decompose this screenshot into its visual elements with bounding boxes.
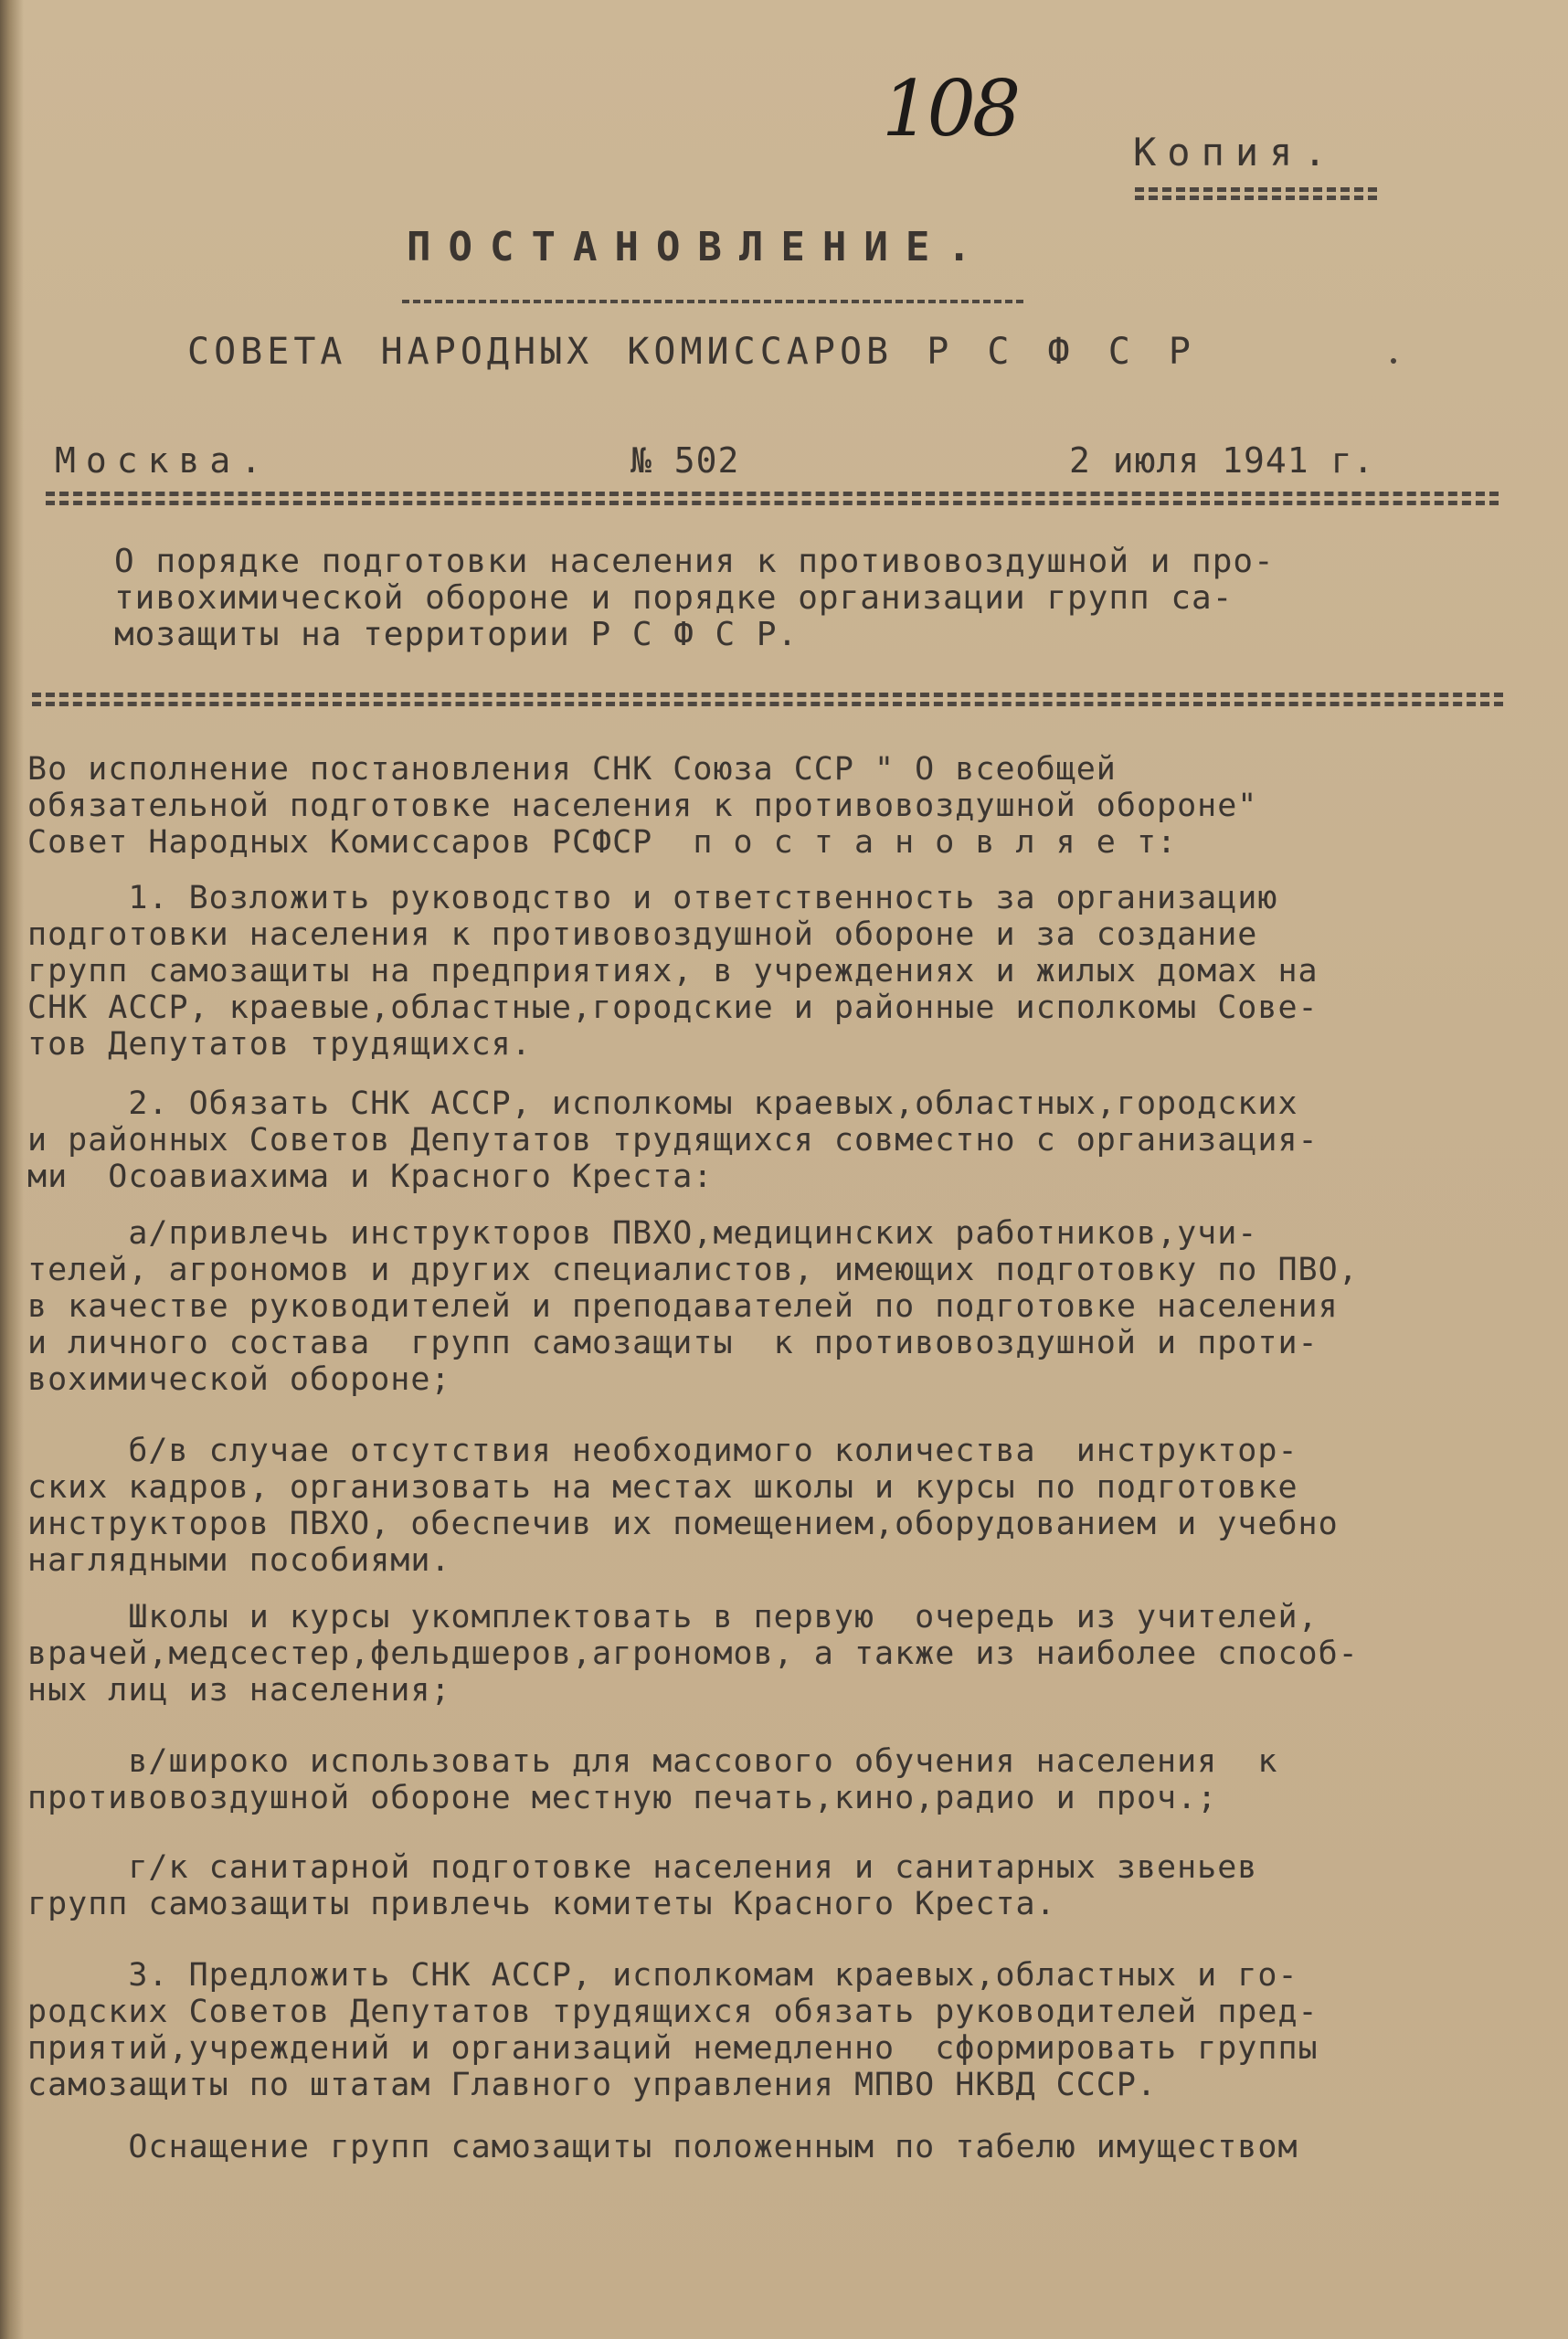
paragraph-2a: а/привлечь инструкторов ПВХО,медицинских работников,учи- телей, агрономов и других специалистов, имеющих подготовку по ПВО, в качестве руководителей и преподавателей по подготовке населения и личного состава групп самозащиты к противовоздушной и проти- вохимической обороне;	[27, 1215, 1359, 1398]
paragraph-3-continuation: Оснащение групп самозащиты положенным по табелю имуществом	[27, 2129, 1298, 2165]
document-number: № 502	[630, 440, 740, 481]
paragraph-1: 1. Возложить руководство и ответственность за организацию подготовки населения к противовоздушной обороне и за создание групп самозащиты на предприятиях, в учреждениях и жилых домах на СНК АССР, краевые,областные,городские и районные исполкомы Сове- тов Депутатов трудящихся.	[27, 880, 1319, 1063]
subject-separator-2	[32, 702, 1503, 706]
title-underline	[402, 300, 1023, 303]
copy-mark-underline-2	[1135, 196, 1377, 200]
paragraph-3: 3. Предложить СНК АССР, исполкомам краевых,областных и го- родских Советов Депутатов трудящихся обязать руководителей пред- приятий,учреждений и организаций немедленно сформировать группы самозащиты по штатам Главного управления МПВО НКВД СССР.	[27, 1957, 1319, 2103]
subject-separator	[32, 693, 1503, 697]
paragraph-2d: г/к санитарной подготовке населения и санитарных звеньев групп самозащиты привлечь комитеты Красного Креста.	[27, 1849, 1258, 1922]
issuer-trailing-dot	[1391, 358, 1396, 364]
copy-mark: Копия.	[1133, 130, 1338, 175]
paragraph-2b-continuation: Школы и курсы укомплектовать в первую очередь из учителей, врачей,медсестер,фельдшеров,агрономов, а также из наиболее способ- ных лиц из населения;	[27, 1599, 1359, 1709]
document-title: ПОСТАНОВЛЕНИЕ.	[407, 224, 989, 270]
document-place: Москва.	[55, 440, 272, 481]
header-separator-2	[46, 501, 1499, 505]
document-subject: О порядке подготовки населения к противовоздушной и про- тивохимической обороне и порядке организации групп са- мозащиты на территории Р С Ф С Р.	[114, 543, 1275, 653]
page-binding-edge	[0, 0, 24, 2339]
issuing-body: СОВЕТА НАРОДНЫХ КОМИССАРОВ Р С Ф С Р	[187, 331, 1195, 373]
header-separator	[46, 492, 1499, 496]
paragraph-2c: в/широко использовать для массового обучения населения к противовоздушной обороне местную печать,кино,радио и проч.;	[27, 1743, 1278, 1816]
archive-page-number: 108	[882, 64, 1018, 153]
preamble-paragraph: Во исполнение постановления СНК Союза ССР " О всеобщей обязательной подготовке населения к противовоздушной обороне" Совет Народных Комиссаров РСФСР п о с т а н о в л я е т:	[27, 751, 1258, 861]
paragraph-2b: б/в случае отсутствия необходимого количества инструктор- ских кадров, организовать на местах школы и курсы по подготовке инструкторов ПВХО, обеспечив их помещением,оборудованием и учебно наглядными пособиями.	[27, 1433, 1339, 1579]
document-date: 2 июля 1941 г.	[1069, 440, 1375, 481]
copy-mark-underline	[1135, 187, 1377, 192]
paragraph-2: 2. Обязать СНК АССР, исполкомы краевых,областных,городских и районных Советов Депутатов трудящихся совместно с организация- ми Осоавиахима и Красного Креста:	[27, 1085, 1319, 1195]
